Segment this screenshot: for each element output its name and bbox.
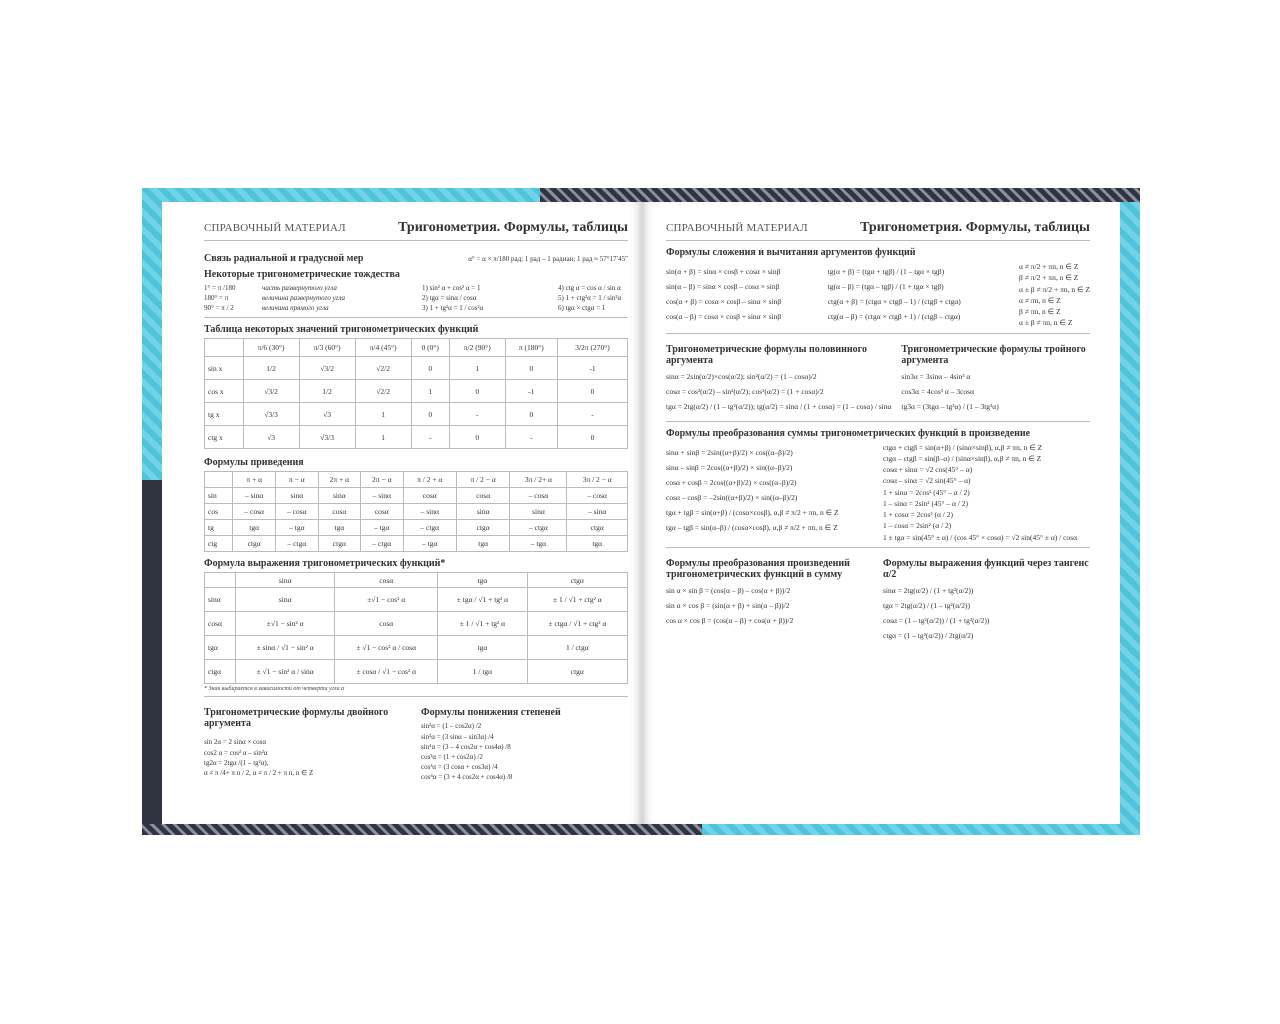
product-to-sum-formulas [666,586,873,625]
addition-col3 [1019,261,1090,329]
identity-note: часть развернутого угла [262,284,337,292]
formula-item: ctgα = (1 – tg²(α/2)) / 2tg(α/2) [883,630,974,640]
formula-item: sinα = 2tg(α/2) / (1 + tg²(α/2)) [883,585,974,595]
table-cell: – tgα [403,536,456,552]
table-cell: sinα [205,588,236,612]
table-header-cell: π / 2 + α [403,472,456,488]
identity-note: величина прямого угла [262,304,329,313]
table-cell: √2/2 [355,380,411,403]
table-cell: – cosα [567,488,628,504]
table-row [205,588,628,612]
table-cell: 0 [505,403,557,426]
table-cell: cosα [205,612,236,636]
right-header-label: СПРАВОЧНЫЙ МАТЕРИАЛ [666,222,808,234]
sum-to-product-title: Формулы преобразования суммы тригонометрических функций в произведение [666,427,1031,439]
double-arg-formulas [204,737,411,778]
table-cell: 0 [557,426,627,449]
half-triple-block [666,338,1090,417]
addition-block [666,261,1090,329]
table-cell: tgα [567,536,628,552]
table-header-cell: π / 2 − α [456,472,509,488]
table-header-cell: 2π + α [318,472,360,488]
table-cell: -1 [557,357,627,380]
table-cell: √3/3 [299,426,355,449]
radian-formula: α° = α × π/180 рад; 1 рад – 1 радиан; 1 рад ≈ 57°17′45″ [468,255,628,263]
table-cell: ± cosα / √1 − cos² α [335,660,438,684]
triple-arg-formulas [901,372,1090,411]
table-header-cell: 3/2π (270°) [557,339,627,357]
formula-item: cos(α – β) = cosα × cosβ + sinα × sinβ [666,312,782,321]
table-cell: √3/3 [243,403,299,426]
table-header-cell: π/2 (90°) [449,339,505,357]
table-cell: ctg [205,536,233,552]
formula-item: ctgα – ctgβ = sin(β–α) / (sinα×sinβ), α,β ≠ πn, n ∈ Z [883,453,1042,463]
formula-item: sin(α + β) = sinα × cosβ + cosα × sinβ [666,267,781,276]
table-cell: 0 [505,357,557,380]
table-cell: √3/2 [299,357,355,380]
formula-item: sin(α – β) = sinα × cosβ – cosα × sinβ [666,282,780,291]
table-row [205,636,628,660]
table-cell: – sinα [567,504,628,520]
reduction-table [204,471,628,552]
table-cell: – cosα [510,488,567,504]
table-cell: – tgα [510,536,567,552]
table-cell: - [411,426,449,449]
table-cell: – cosα [233,504,276,520]
formula-item: cos³α = (3 cosα + cos3α) /4 [421,762,498,771]
table-cell: – tgα [361,520,403,536]
table-cell: cosα [361,504,403,520]
product-tangent-block [666,552,1090,646]
identity-item: 90° = π / 2 [204,304,234,313]
formula-item: ctg(α + β) = (ctgα × ctgβ – 1) / (ctgβ + ctgα) [827,297,961,306]
table-header-cell: π/3 (60°) [299,339,355,357]
table-cell: sinα [318,488,360,504]
table-cell: √3/2 [243,380,299,403]
formula-item: 1 – cosα = 2sin² (α / 2) [883,521,952,531]
table-cell: 1 [355,426,411,449]
identities-title: Некоторые тригонометрические тождества [204,269,400,280]
table-cell: sinα [275,488,318,504]
formula-item: tgα – tgβ = sin(α–β) / (cosα×cosβ), α,β ≠ π/2 + πn, n ∈ Z [666,522,838,532]
product-to-sum-title: Формулы преобразования произведений тригонометрических функций в сумму [666,557,850,580]
table-cell: - [505,426,557,449]
table-cell: – ctgα [275,536,318,552]
table-cell: ctgα [527,660,627,684]
formula-item: sin³α = (3 sinα – sin3α) /4 [421,732,494,741]
cover-pattern-left-dark [142,480,162,824]
table-cell: √2/2 [355,357,411,380]
table-cell: 1 [355,403,411,426]
table-header-cell: sinα [236,573,335,588]
table-cell: tgα [456,536,509,552]
power-formulas [421,721,628,782]
table-cell: cosα [318,504,360,520]
table-cell: sinα [510,504,567,520]
double-arg-title: Тригонометрические формулы двойного аргумента [204,707,389,730]
table-cell: √3 [243,426,299,449]
values-table [204,338,628,449]
formula-item: ctgα + ctgβ = sin(α+β) / (sinα×sinβ), α,β ≠ πn, n ∈ Z [883,442,1043,452]
right-page-header [666,220,1090,241]
table-cell: 0 [411,403,449,426]
triple-arg-title: Тригонометрические формулы тройного аргумента [901,343,1086,366]
table-cell: – sinα [361,488,403,504]
table-cell: sinα [456,504,509,520]
left-page [162,202,642,824]
table-cell: – ctgα [403,520,456,536]
table-header-cell: 2π − α [361,472,403,488]
sum-col1 [666,442,873,543]
table-cell: tgα [205,636,236,660]
left-header-title: Тригонометрия. Формулы, таблицы [398,220,628,235]
sum-col2 [883,442,1090,543]
table-cell: ctgα [318,536,360,552]
table-cell: ctgα [567,520,628,536]
table-cell: 1 / tgα [438,660,527,684]
table-cell: sin x [205,357,244,380]
formula-item: 1 + cosα = 2cos² (α / 2) [883,510,954,519]
table-cell: cosα [403,488,456,504]
expression-table [204,572,628,684]
table-cell: 0 [449,380,505,403]
table-cell: -1 [505,380,557,403]
table-row [205,426,628,449]
addition-title: Формулы сложения и вычитания аргументов функций [666,247,916,258]
formula-item: sinα – sinβ = 2cos((α+β)/2) × sin((α–β)/2) [666,462,793,472]
table-header-cell [205,573,236,588]
identity-formula: 5) 1 + ctg²α = 1 / sin²α [558,294,622,303]
table-cell: ctg x [205,426,244,449]
table-cell: sinα [236,588,335,612]
formula-item: cosα + sinα = √2 cos(45° – α) [883,465,973,474]
tangent-formulas [883,586,1090,640]
formula-item: α ≠ π/2 + πn, n ∈ Z [1019,262,1079,271]
formula-item: α ≠ πn, n ∈ Z [1019,295,1061,305]
table-header-cell [205,472,233,488]
formula-item: tgα + tgβ = sin(α+β) / (cosα×cosβ), α,β ≠ π/2 + πn, n ∈ Z [666,507,839,517]
table-cell: tgα [233,520,276,536]
identities-col3 [422,283,548,313]
tangent-title: Формулы выражения функций через тангенс α/2 [883,557,1089,580]
formula-item: cos(α + β) = cosα × cosβ – sinα × sinβ [666,297,782,306]
table-row [205,357,628,380]
table-cell: tgα [438,636,527,660]
table-header-cell: π − α [275,472,318,488]
table-row [205,504,628,520]
table-header-cell: 3π / 2+ α [510,472,567,488]
table-cell: ± sinα / √1 − sin² α [236,636,335,660]
addition-col2 [828,261,1013,329]
identities-col2 [262,283,412,313]
table-header-cell: π + α [233,472,276,488]
table-row [205,612,628,636]
table-cell: 1/2 [299,380,355,403]
formula-item: tg(α – β) = (tgα – tgβ) / (1 + tgα × tgβ) [827,282,944,291]
table-cell: ±√1 − cos² α [335,588,438,612]
formula-item: α ± β ≠ π/2 + πn, n ∈ Z [1019,284,1090,294]
identity-formula: 3) 1 + tg²α = 1 / cos²α [422,304,484,313]
left-page-header [204,220,628,241]
table-row [205,380,628,403]
table-cell: - [557,403,627,426]
table-cell: tgα [318,520,360,536]
identities-block [204,283,628,313]
sum-to-product-block [666,442,1090,543]
formula-item: sinα = 2sin(α/2)×cos(α/2); sin²(α/2) = (1 – cosα)/2 [666,371,817,381]
cover-pattern-dark-bottom [142,824,702,835]
table-header-cell: π (180°) [505,339,557,357]
table-cell: ctgα [456,520,509,536]
table-cell: cosα [456,488,509,504]
power-title: Формулы понижения степеней [421,707,561,719]
table-cell: ± 1 / √1 + ctg² α [527,588,627,612]
formula-item: sin²α = (1 – cos2α) /2 [421,722,482,731]
table-header-cell: π/6 (30°) [243,339,299,357]
identity-item: 1° = π /180 [204,284,236,292]
table-header-cell: 0 (0°) [411,339,449,357]
table-cell: 1 [449,357,505,380]
formula-item: tg(α + β) = (tgα + tgβ) / (1 – tgα × tgβ) [827,267,945,276]
formula-item: tgα = 2tg(α/2) / (1 – tg²(α/2)); tg(α/2) = sinα / (1 + cosα) = (1 – cosα) / sinα [666,401,892,411]
table-cell: ± √1 − sin² α / sinα [236,660,335,684]
right-page [642,202,1120,824]
table-header-row [205,339,628,357]
formula-item: cosα + cosβ = 2cos((α+β)/2) × cos((α–β)/2) [666,477,797,487]
identity-formula: 2) tgα = sinα / cosα [422,294,477,303]
formula-item: tgα = 2tg(α/2) / (1 – tg²(α/2)) [883,600,971,610]
table-cell: tg [205,520,233,536]
table-cell: 0 [411,357,449,380]
identity-formula: 1) sin² α + cos² α = 1 [422,284,481,292]
formula-item: cos3α = 4cos³ α – 3cosα [901,386,975,396]
table-cell: – ctgα [510,520,567,536]
values-table-title: Таблица некоторых значений тригонометрических функций [204,324,479,336]
formula-item: cos2 α = cos² α – sin²α [204,748,268,757]
addition-col1 [666,261,822,329]
radian-title: Связь радиальной и градусной мер [204,253,364,264]
table-cell: – tgα [275,520,318,536]
double-and-power-block [204,701,628,782]
formula-item: cosα = (1 – tg²(α/2)) / (1 + tg²(α/2)) [883,615,990,625]
table-header-cell: 3π / 2 − α [567,472,628,488]
table-cell: - [449,403,505,426]
table-row [205,403,628,426]
table-cell: cos [205,504,233,520]
table-cell: 1 / ctgα [527,636,627,660]
half-arg-formulas [666,372,891,411]
table-cell: – cosα [275,504,318,520]
left-header-label: СПРАВОЧНЫЙ МАТЕРИАЛ [204,222,346,234]
identities-col1 [204,283,252,313]
formula-item: sin3α = 3sinα – 4sin³ α [901,371,971,381]
table-row [205,536,628,552]
table-row [205,520,628,536]
formula-item: β ≠ πn, n ∈ Z [1019,307,1061,316]
table-header-row [205,573,628,588]
formula-item: β ≠ π/2 + πn, n ∈ Z [1019,273,1079,283]
formula-item: cosα – sinα = √2 sin(45° – α) [883,476,971,486]
table-row [205,488,628,504]
formula-item: sin α × cos β = (sin(α + β) + sin(α – β))/2 [666,600,790,610]
table-cell: ±√1 − sin² α [236,612,335,636]
table-header-cell: ctgα [527,573,627,588]
formula-item: 1 ± tgα = sin(45° ± α) / (cos 45° × cosα) = √2 sin(45° ± α) / cosα [883,532,1078,542]
reduction-title: Формулы приведения [204,457,304,469]
table-header-cell: cosα [335,573,438,588]
table-cell: ± √1 − cos² α / cosα [335,636,438,660]
identities-col4 [558,283,621,313]
formula-item: ctg(α – β) = (ctgα × ctgβ + 1) / (ctgβ – ctgα) [827,312,961,321]
identity-formula: 6) tgα × ctgα = 1 [558,304,606,313]
half-arg-title: Тригонометрические формулы половинного аргумента [666,343,867,366]
table-cell: tg x [205,403,244,426]
formula-item: tg2α = 2tgα /(1 – tg²α), [204,758,269,767]
right-header-title: Тригонометрия. Формулы, таблицы [860,220,1090,235]
expression-note: * Знак выбирается в зависимости от четверти угла α [204,686,345,693]
table-header-cell [205,339,244,357]
formula-item: 1 – sinα = 2sin² (45° – α / 2) [883,498,969,508]
table-cell: – sinα [233,488,276,504]
table-cell: – ctgα [361,536,403,552]
table-cell: √3 [299,403,355,426]
table-cell: 0 [557,380,627,403]
table-header-cell: π/4 (45°) [355,339,411,357]
table-cell: 1/2 [243,357,299,380]
table-cell: ctgα [233,536,276,552]
table-header-cell: tgα [438,573,527,588]
identity-formula: 4) ctg α = cos α / sin α [558,284,621,292]
table-cell: sin [205,488,233,504]
table-cell: ctgα [205,660,236,684]
table-header-row [205,472,628,488]
formula-item: cos²α = (1 + cos2α) /2 [421,752,483,761]
identity-note: величина развернутого угла [262,294,345,303]
formula-item: sin α × sin β = (cos(α – β) – cos(α + β))/2 [666,585,791,595]
table-cell: 0 [449,426,505,449]
identity-item: 180° = π [204,294,229,303]
formula-item: α ≠ π /4+ π n / 2, α ≠ π / 2 + π n, n ∈ Z [204,768,314,777]
table-cell: cos x [205,380,244,403]
table-cell: ± ctgα / √1 + ctg² α [527,612,627,636]
cover-pattern-dark-top [540,188,1140,202]
formula-item: 1 + sinα = 2cos² (45° – α / 2) [883,487,970,497]
formula-item: sin 2α = 2 sinα × cosα [204,738,267,747]
formula-item: cos α × cos β = (cos(α – β) + cos(α + β))/2 [666,615,794,625]
formula-item: cosα – cosβ = –2sin((α+β)/2) × sin((α–β)/2) [666,492,798,502]
formula-item: sinα + sinβ = 2sin((α+β)/2) × cos((α–β)/2) [666,447,793,457]
table-cell: ± tgα / √1 + tg² α [438,588,527,612]
expression-title: Формула выражения тригонометрических функций* [204,558,446,570]
formula-item: cosα = cos²(α/2) – sin²(α/2); cos²(α/2) = (1 + cosα)/2 [666,386,824,396]
table-cell: – sinα [403,504,456,520]
formula-item: cos⁴α = (3 + 4 cos2α + cos4α) /8 [421,773,513,782]
formula-item: tg3α = (3tgα – tg³α) / (1 – 3tg²α) [901,401,999,411]
table-cell: cosα [335,612,438,636]
table-cell: ± 1 / √1 + tg² α [438,612,527,636]
table-cell: 1 [411,380,449,403]
table-row [205,660,628,684]
formula-item: α ± β ≠ πn, n ∈ Z [1019,318,1073,328]
formula-item: sin⁴α = (3 – 4 cos2α + cos4α) /8 [421,742,511,751]
